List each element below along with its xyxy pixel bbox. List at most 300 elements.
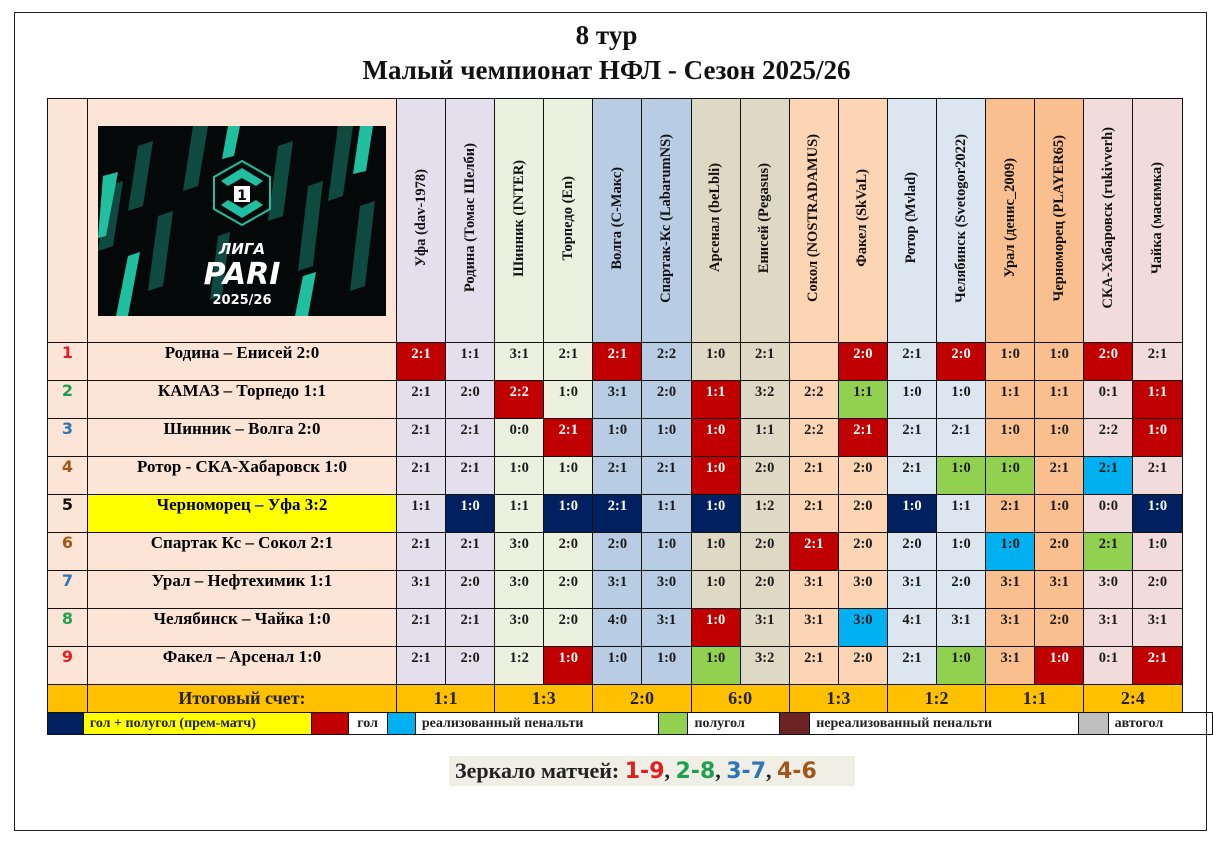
prediction-score: 2:0 xyxy=(853,650,873,666)
prediction-cell xyxy=(495,533,544,571)
prediction-cell xyxy=(986,381,1035,419)
column-header xyxy=(691,99,740,343)
prediction-score: 1:1 xyxy=(411,498,431,514)
prediction-score: 1:0 xyxy=(1000,346,1020,362)
mirror-pair: 4-6 xyxy=(777,759,817,784)
prediction-cell xyxy=(789,457,838,495)
prediction-cell xyxy=(986,457,1035,495)
prediction-score: 3:0 xyxy=(509,536,529,552)
prediction-cell xyxy=(544,647,593,685)
team-total-score: 2:4 xyxy=(1084,685,1182,713)
column-header xyxy=(544,99,593,343)
prediction-score: 2:0 xyxy=(460,574,480,590)
prediction-score: 2:0 xyxy=(755,536,775,552)
prediction-score: 3:1 xyxy=(1000,612,1020,628)
team-total-score: 1:1 xyxy=(397,685,495,713)
prediction-score: 1:0 xyxy=(705,612,726,628)
match-number: 4 xyxy=(48,457,88,495)
prediction-cell xyxy=(740,381,789,419)
column-header xyxy=(593,99,642,343)
team-total-score: 1:3 xyxy=(789,685,887,713)
prediction-score: 1:0 xyxy=(705,346,726,362)
prediction-score: 2:1 xyxy=(656,460,677,476)
prediction-score: 2:1 xyxy=(411,650,431,666)
match-number: 3 xyxy=(48,419,88,457)
prediction-cell xyxy=(446,381,495,419)
prediction-score: 2:1 xyxy=(1147,650,1168,666)
prediction-cell xyxy=(838,571,887,609)
prediction-cell xyxy=(1035,419,1084,457)
prediction-cell xyxy=(691,647,740,685)
column-header xyxy=(986,99,1035,343)
prediction-score: 1:1 xyxy=(1000,384,1020,400)
liga-pari-logo xyxy=(98,126,386,316)
prediction-score: 2:0 xyxy=(1049,536,1069,552)
prediction-cell xyxy=(887,457,936,495)
prediction-score: 2:0 xyxy=(755,574,775,590)
prediction-cell xyxy=(789,647,838,685)
column-header xyxy=(740,99,789,343)
prediction-score: 1:0 xyxy=(951,460,971,476)
prediction-cell xyxy=(397,533,446,571)
prediction-cell xyxy=(495,381,544,419)
prediction-score: 1:0 xyxy=(1147,536,1168,552)
prediction-score: 1:0 xyxy=(558,460,578,476)
prediction-score: 3:0 xyxy=(853,574,873,590)
prediction-cell xyxy=(789,343,838,381)
prediction-cell xyxy=(495,609,544,647)
prediction-score: 2:1 xyxy=(607,460,628,476)
prediction-score: 2:0 xyxy=(656,384,677,400)
prediction-cell xyxy=(397,381,446,419)
prediction-cell xyxy=(593,533,642,571)
prediction-cell xyxy=(937,381,986,419)
prediction-cell xyxy=(495,419,544,457)
prediction-score: 1:1 xyxy=(853,384,873,400)
prediction-score: 1:0 xyxy=(656,536,677,552)
prediction-cell xyxy=(937,609,986,647)
totals-empty-cell xyxy=(48,685,88,713)
prediction-cell xyxy=(838,419,887,457)
prediction-score: 3:1 xyxy=(509,346,529,362)
prediction-score: 2:1 xyxy=(411,346,431,362)
prediction-cell xyxy=(397,609,446,647)
column-header-label: Факел (SkVaL) xyxy=(854,169,871,267)
prediction-score: 2:1 xyxy=(804,460,824,476)
column-header-label: Родина (Томас Шелби) xyxy=(461,143,478,293)
prediction-score: 1:0 xyxy=(1049,498,1069,514)
prediction-score: 2:1 xyxy=(460,612,480,628)
prediction-score: 2:1 xyxy=(1098,536,1119,552)
column-header-label: Торпедо (En) xyxy=(559,175,576,261)
prediction-score: 3:1 xyxy=(656,612,677,628)
prediction-cell xyxy=(1084,419,1133,457)
match-name: Ротор - СКА-Хабаровск 1:0 xyxy=(88,457,397,495)
match-row xyxy=(48,533,1183,571)
column-header-label: Черноморец (PLAYER65) xyxy=(1050,134,1067,302)
prediction-cell xyxy=(838,381,887,419)
team-total-score: 1:3 xyxy=(495,685,593,713)
prediction-score: 3:0 xyxy=(853,612,873,628)
prediction-cell xyxy=(544,381,593,419)
prediction-cell xyxy=(642,533,691,571)
prediction-cell xyxy=(1133,571,1182,609)
mirror-matches xyxy=(449,756,855,786)
legend-swatch-halfgoal xyxy=(658,713,688,735)
prediction-score: 2:0 xyxy=(1049,612,1069,628)
prediction-score: 1:0 xyxy=(1049,346,1069,362)
legend-label: автогол xyxy=(1108,713,1212,735)
prediction-score: 2:0 xyxy=(1098,346,1119,362)
prediction-cell xyxy=(1084,495,1133,533)
prediction-cell xyxy=(1035,495,1084,533)
prediction-score: 2:1 xyxy=(460,422,480,438)
prediction-score: 1:0 xyxy=(705,422,726,438)
prediction-score: 2:1 xyxy=(804,498,824,514)
legend-swatch-goal-halfgoal xyxy=(48,713,84,735)
match-name: КАМАЗ – Торпедо 1:1 xyxy=(88,381,397,419)
column-header-label: Сокол (NOSTRADAMUS) xyxy=(805,134,822,302)
prediction-score: 1:0 xyxy=(607,422,628,438)
prediction-score: 0:0 xyxy=(1098,498,1119,514)
prediction-score: 1:0 xyxy=(705,574,726,590)
column-header-label: Челябинск (Svetogor2022) xyxy=(952,133,969,303)
prediction-score: 2:0 xyxy=(853,460,873,476)
prediction-score: 2:1 xyxy=(1147,460,1168,476)
prediction-score: 2:1 xyxy=(558,346,578,362)
prediction-cell xyxy=(986,571,1035,609)
prediction-cell xyxy=(986,533,1035,571)
prediction-score: 2:0 xyxy=(755,460,775,476)
prediction-cell xyxy=(446,609,495,647)
column-header xyxy=(1133,99,1182,343)
prediction-score: 1:0 xyxy=(1049,650,1069,666)
mirror-pair: 2-8 xyxy=(675,759,716,784)
prediction-cell xyxy=(789,533,838,571)
prediction-score: 3:1 xyxy=(755,612,775,628)
prediction-score: 3:0 xyxy=(509,612,529,628)
legend-label: нереализованный пенальти xyxy=(810,713,1079,735)
prediction-score: 2:1 xyxy=(902,422,922,438)
column-header-label: Шинник (INTER) xyxy=(510,159,527,277)
prediction-cell xyxy=(1133,419,1182,457)
prediction-score: 4:1 xyxy=(902,612,922,628)
prediction-score: 1:0 xyxy=(1049,422,1069,438)
legend-swatch-own-goal xyxy=(1078,713,1108,735)
logo-cell xyxy=(88,99,397,343)
prediction-cell xyxy=(986,609,1035,647)
prediction-cell xyxy=(1133,609,1182,647)
prediction-score: 2:1 xyxy=(411,384,431,400)
prediction-score: 2:1 xyxy=(1000,498,1020,514)
prediction-score: 1:1 xyxy=(705,384,726,400)
prediction-cell xyxy=(838,343,887,381)
match-number: 6 xyxy=(48,533,88,571)
prediction-score: 2:1 xyxy=(755,346,775,362)
legend-swatch-missed-penalty xyxy=(780,713,810,735)
mirror-pair: 3-7 xyxy=(726,759,766,784)
prediction-score: 1:0 xyxy=(558,384,578,400)
prediction-score: 1:0 xyxy=(951,536,971,552)
legend-label: реализованный пенальти xyxy=(415,713,658,735)
prediction-score: 3:1 xyxy=(804,612,824,628)
prediction-score: 4:0 xyxy=(607,612,628,628)
match-name: Факел – Арсенал 1:0 xyxy=(88,647,397,685)
prediction-score: 2:2 xyxy=(1098,422,1119,438)
prediction-cell xyxy=(1133,533,1182,571)
prediction-score: 3:1 xyxy=(411,574,431,590)
team-total-score: 1:2 xyxy=(887,685,985,713)
championship-title: Малый чемпионат НФЛ - Сезон 2025/26 xyxy=(362,55,851,85)
prediction-score: 3:0 xyxy=(509,574,529,590)
prediction-cell xyxy=(446,343,495,381)
column-header-label: СКА-Хабаровск (rukivverh) xyxy=(1099,127,1116,309)
legend xyxy=(47,712,1213,735)
totals-row xyxy=(48,685,1183,713)
prediction-score: 3:1 xyxy=(804,574,824,590)
column-header xyxy=(446,99,495,343)
prediction-cell xyxy=(1084,457,1133,495)
prediction-cell xyxy=(544,457,593,495)
mirror-separator: , xyxy=(664,758,676,783)
team-total-score: 6:0 xyxy=(691,685,789,713)
prediction-score: 1:0 xyxy=(1000,536,1020,552)
prediction-cell xyxy=(986,343,1035,381)
prediction-score: 1:0 xyxy=(705,650,726,666)
prediction-score: 2:1 xyxy=(902,346,922,362)
match-number: 2 xyxy=(48,381,88,419)
prediction-score: 1:2 xyxy=(509,650,529,666)
prediction-cell xyxy=(740,419,789,457)
match-name: Спартак Кс – Сокол 2:1 xyxy=(88,533,397,571)
column-header-label: Урал (денис_2009) xyxy=(1001,158,1018,278)
prediction-cell xyxy=(887,647,936,685)
totals-label: Итоговый счет: xyxy=(88,685,397,713)
prediction-cell xyxy=(838,647,887,685)
prediction-cell xyxy=(642,609,691,647)
prediction-score: 3:1 xyxy=(1000,650,1020,666)
prediction-cell xyxy=(937,343,986,381)
prediction-score: 1:0 xyxy=(656,422,677,438)
prediction-cell xyxy=(593,647,642,685)
prediction-score: 1:0 xyxy=(558,650,578,666)
prediction-score: 2:0 xyxy=(558,574,578,590)
column-header-label: Ротор (Mvlad) xyxy=(903,172,920,264)
predictions-table xyxy=(47,98,1183,713)
prediction-score: 1:1 xyxy=(460,346,480,362)
prediction-cell xyxy=(593,495,642,533)
prediction-score: 2:1 xyxy=(1147,346,1168,362)
prediction-cell xyxy=(1084,647,1133,685)
prediction-score: 1:0 xyxy=(1000,422,1020,438)
header-num-cell xyxy=(48,99,88,343)
prediction-cell xyxy=(446,533,495,571)
prediction-score: 2:1 xyxy=(411,536,431,552)
prediction-cell xyxy=(446,647,495,685)
prediction-cell xyxy=(986,419,1035,457)
prediction-cell xyxy=(789,419,838,457)
prediction-score: 1:0 xyxy=(705,536,726,552)
prediction-score: 2:1 xyxy=(460,536,480,552)
prediction-score: 1:0 xyxy=(705,460,726,476)
team-total-score: 1:1 xyxy=(986,685,1084,713)
prediction-score: 3:2 xyxy=(755,384,775,400)
prediction-score: 2:0 xyxy=(853,346,873,362)
prediction-score: 1:0 xyxy=(1147,498,1168,514)
prediction-cell xyxy=(789,381,838,419)
column-header xyxy=(789,99,838,343)
column-header xyxy=(642,99,691,343)
prediction-cell xyxy=(1084,533,1133,571)
prediction-cell xyxy=(1084,381,1133,419)
match-row xyxy=(48,495,1183,533)
prediction-cell xyxy=(446,571,495,609)
team-total-score: 2:0 xyxy=(593,685,691,713)
prediction-cell xyxy=(937,647,986,685)
prediction-score: 1:0 xyxy=(705,498,726,514)
prediction-score: 2:1 xyxy=(951,422,971,438)
prediction-score: 2:1 xyxy=(804,650,824,666)
prediction-cell xyxy=(544,495,593,533)
prediction-cell xyxy=(740,495,789,533)
prediction-score: 2:0 xyxy=(951,574,971,590)
prediction-cell xyxy=(838,457,887,495)
prediction-cell xyxy=(740,457,789,495)
prediction-score: 1:0 xyxy=(951,384,971,400)
match-row xyxy=(48,457,1183,495)
prediction-score: 3:1 xyxy=(1098,612,1119,628)
prediction-cell xyxy=(740,609,789,647)
prediction-cell xyxy=(789,571,838,609)
prediction-cell xyxy=(593,343,642,381)
prediction-cell xyxy=(397,343,446,381)
prediction-score: 3:1 xyxy=(1049,574,1069,590)
prediction-cell xyxy=(397,647,446,685)
prediction-cell xyxy=(740,343,789,381)
prediction-cell xyxy=(544,343,593,381)
prediction-cell xyxy=(1084,571,1133,609)
prediction-cell xyxy=(642,571,691,609)
prediction-cell xyxy=(838,609,887,647)
prediction-cell xyxy=(1133,457,1182,495)
prediction-cell xyxy=(937,571,986,609)
column-header-label: Спартак-Кс (LabarumNS) xyxy=(658,133,675,303)
column-header xyxy=(937,99,986,343)
prediction-cell xyxy=(642,495,691,533)
legend-label: полугол xyxy=(688,713,780,735)
prediction-score: 2:2 xyxy=(804,422,824,438)
prediction-score: 2:1 xyxy=(1098,460,1119,476)
prediction-cell xyxy=(887,571,936,609)
prediction-score: 1:1 xyxy=(1147,384,1168,400)
round-title: 8 тур xyxy=(575,20,638,50)
prediction-cell xyxy=(1133,495,1182,533)
prediction-score: 3:1 xyxy=(1147,612,1168,628)
prediction-score: 2:0 xyxy=(558,612,578,628)
prediction-score: 3:2 xyxy=(755,650,775,666)
prediction-score: 2:1 xyxy=(607,346,628,362)
column-header-label: Енисей (Pegasus) xyxy=(756,162,773,274)
mirror-separator: , xyxy=(766,758,777,783)
match-number: 8 xyxy=(48,609,88,647)
prediction-score: 1:0 xyxy=(509,460,529,476)
prediction-cell xyxy=(397,419,446,457)
mirror-pair: 1-9 xyxy=(624,759,665,784)
prediction-cell xyxy=(593,457,642,495)
prediction-cell xyxy=(544,419,593,457)
logo-season-text: 2025/26 xyxy=(212,292,272,308)
prediction-score: 1:0 xyxy=(558,498,578,514)
prediction-cell xyxy=(1035,609,1084,647)
prediction-cell xyxy=(593,609,642,647)
prediction-score: 0:0 xyxy=(509,422,529,438)
prediction-cell xyxy=(1084,343,1133,381)
column-header-label: Волга (С-Макс) xyxy=(608,166,625,270)
prediction-cell xyxy=(937,533,986,571)
prediction-cell xyxy=(495,571,544,609)
column-header xyxy=(1035,99,1084,343)
prediction-cell xyxy=(642,381,691,419)
match-row xyxy=(48,571,1183,609)
prediction-cell xyxy=(397,457,446,495)
prediction-cell xyxy=(642,419,691,457)
match-name: Черноморец – Уфа 3:2 xyxy=(88,495,397,533)
match-name: Родина – Енисей 2:0 xyxy=(88,343,397,381)
prediction-score: 2:0 xyxy=(460,650,480,666)
prediction-cell xyxy=(937,419,986,457)
prediction-cell xyxy=(642,647,691,685)
prediction-cell xyxy=(593,381,642,419)
prediction-score: 2:0 xyxy=(951,346,971,362)
prediction-cell xyxy=(642,343,691,381)
prediction-score: 1:1 xyxy=(509,498,529,514)
prediction-score: 2:1 xyxy=(411,422,431,438)
column-header xyxy=(1084,99,1133,343)
prediction-cell xyxy=(1035,533,1084,571)
prediction-cell xyxy=(691,495,740,533)
prediction-cell xyxy=(397,495,446,533)
prediction-cell xyxy=(691,533,740,571)
prediction-cell xyxy=(1133,343,1182,381)
logo-pari-text: PARI xyxy=(203,256,281,292)
prediction-score: 1:1 xyxy=(951,498,971,514)
logo-graphic xyxy=(98,126,386,316)
prediction-score: 2:2 xyxy=(509,384,529,400)
prediction-score: 2:1 xyxy=(411,612,431,628)
prediction-score: 2:1 xyxy=(1049,460,1069,476)
prediction-cell xyxy=(740,647,789,685)
prediction-cell xyxy=(937,457,986,495)
prediction-score: 2:0 xyxy=(558,536,578,552)
prediction-cell xyxy=(495,457,544,495)
prediction-cell xyxy=(887,343,936,381)
prediction-cell xyxy=(1035,457,1084,495)
prediction-cell xyxy=(691,609,740,647)
logo-liga-text: ЛИГА xyxy=(218,239,266,258)
prediction-cell xyxy=(1035,647,1084,685)
legend-swatch-goal xyxy=(311,713,348,735)
prediction-score: 2:1 xyxy=(804,536,824,552)
prediction-cell xyxy=(495,495,544,533)
prediction-cell xyxy=(544,571,593,609)
prediction-cell xyxy=(838,495,887,533)
prediction-score: 2:0 xyxy=(607,536,628,552)
prediction-cell xyxy=(887,381,936,419)
prediction-cell xyxy=(397,571,446,609)
prediction-cell xyxy=(544,533,593,571)
prediction-cell xyxy=(593,419,642,457)
match-number: 1 xyxy=(48,343,88,381)
